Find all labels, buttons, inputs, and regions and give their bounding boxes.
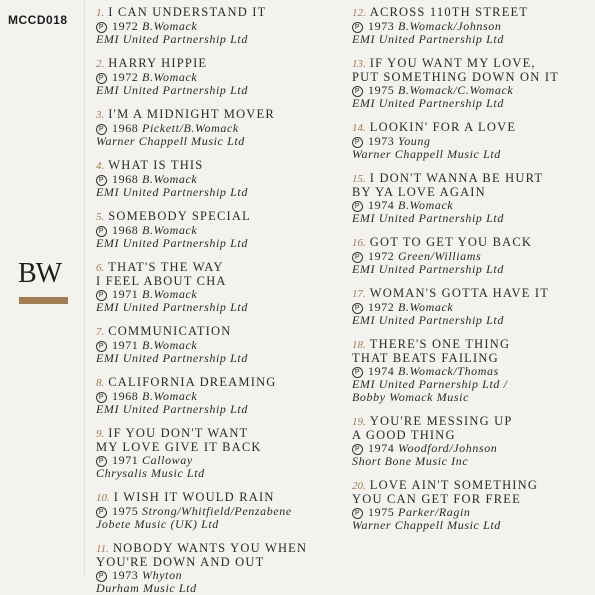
track-year: 1975 xyxy=(368,505,395,519)
track-number: 10. xyxy=(96,492,110,504)
track-entry xyxy=(96,491,307,531)
track-entry xyxy=(352,236,559,276)
track-number: 12. xyxy=(352,7,366,19)
track-entry xyxy=(96,376,307,416)
track-publisher: EMI United Partnership Ltd xyxy=(96,185,248,199)
track-title-text: ACROSS 110TH STREET xyxy=(369,5,529,19)
track-title xyxy=(352,338,559,352)
track-entry xyxy=(352,415,559,468)
phonogram-p-circle-icon: P xyxy=(352,22,363,33)
track-year: 1972 xyxy=(112,19,139,33)
track-number: 7. xyxy=(96,326,105,338)
track-title xyxy=(96,159,307,173)
track-publisher: EMI United Partnership Ltd xyxy=(96,300,248,314)
track-publisher: Short Bone Music Inc xyxy=(352,454,469,468)
track-title-text: THAT BEATS FAILING xyxy=(352,351,499,365)
track-title-text: I FEEL ABOUT CHA xyxy=(96,274,227,288)
track-publisher: EMI United Partnership Ltd xyxy=(96,83,248,97)
track-number: 11. xyxy=(96,543,109,555)
track-number: 5. xyxy=(96,211,105,223)
track-publisher: EMI United Partnership Ltd xyxy=(352,313,504,327)
catalog-number: MCCD018 xyxy=(8,13,68,27)
track-number: 14. xyxy=(352,122,366,134)
track-year: 1972 xyxy=(112,70,139,84)
track-entry xyxy=(96,108,307,148)
track-writers: B.Womack xyxy=(142,172,198,186)
track-title-text: YOU'RE MESSING UP xyxy=(369,414,513,428)
track-writers: B.Womack/C.Womack xyxy=(398,83,514,97)
track-title-text: I WISH IT WOULD RAIN xyxy=(113,490,275,504)
track-year: 1968 xyxy=(112,389,139,403)
track-number: 9. xyxy=(96,428,105,440)
track-title xyxy=(352,287,559,301)
track-title-text: NOBODY WANTS YOU WHEN xyxy=(112,541,308,555)
phonogram-p-circle-icon: P xyxy=(352,137,363,148)
track-entry xyxy=(352,172,559,225)
track-title-text: IF YOU WANT MY LOVE, xyxy=(369,56,536,70)
track-title xyxy=(352,479,559,493)
track-title-text: HARRY HIPPIE xyxy=(108,56,208,70)
track-title xyxy=(352,172,559,186)
track-title-text: MY LOVE GIVE IT BACK xyxy=(96,440,262,454)
track-publisher: Chrysalis Music Ltd xyxy=(96,466,205,480)
track-writers: B.Womack/Thomas xyxy=(398,364,499,378)
track-entry xyxy=(96,210,307,250)
track-title-text: I DON'T WANNA BE HURT xyxy=(369,171,544,185)
track-title-text: THAT'S THE WAY xyxy=(108,260,224,274)
track-writers: Parker/Ragin xyxy=(398,505,471,519)
track-title xyxy=(96,261,307,275)
track-publisher: EMI United Partnership Ltd xyxy=(96,32,248,46)
phonogram-p-circle-icon: P xyxy=(96,22,107,33)
track-writers: B.Womack xyxy=(142,389,198,403)
track-entry xyxy=(96,6,307,46)
track-title-text: THERE'S ONE THING xyxy=(369,337,511,351)
track-number: 17. xyxy=(352,288,366,300)
logo-accent-bar xyxy=(19,297,68,304)
track-credit xyxy=(96,569,307,582)
phonogram-p-circle-icon: P xyxy=(352,303,363,314)
track-year: 1971 xyxy=(112,453,139,467)
track-writers: B.Womack xyxy=(398,198,454,212)
track-title-text: YOU'RE DOWN AND OUT xyxy=(96,555,265,569)
phonogram-p-circle-icon: P xyxy=(96,290,107,301)
track-title-text: COMMUNICATION xyxy=(108,324,232,338)
track-title xyxy=(96,376,307,390)
track-writers: B.Womack xyxy=(142,70,198,84)
track-number: 16. xyxy=(352,237,366,249)
track-number: 3. xyxy=(96,109,105,121)
phonogram-p-circle-icon: P xyxy=(96,507,107,518)
track-year: 1972 xyxy=(368,249,395,263)
track-year: 1975 xyxy=(112,504,139,518)
track-entry xyxy=(96,427,307,480)
track-entry xyxy=(96,261,307,314)
track-writers: B.Womack xyxy=(142,19,198,33)
track-title-text: LOVE AIN'T SOMETHING xyxy=(369,478,539,492)
tracklist-left-column xyxy=(96,6,307,595)
track-year: 1971 xyxy=(112,338,139,352)
track-writers: B.Womack xyxy=(142,287,198,301)
track-writers: B.Womack xyxy=(142,338,198,352)
track-writers: B.Womack xyxy=(142,223,198,237)
phonogram-p-circle-icon: P xyxy=(352,86,363,97)
phonogram-p-circle-icon: P xyxy=(96,571,107,582)
track-title-text: PUT SOMETHING DOWN ON IT xyxy=(352,70,560,84)
phonogram-p-circle-icon: P xyxy=(96,124,107,135)
track-title xyxy=(96,108,307,122)
track-number: 4. xyxy=(96,160,105,172)
phonogram-p-circle-icon: P xyxy=(96,456,107,467)
track-title xyxy=(352,415,559,429)
track-title-text: A GOOD THING xyxy=(352,428,456,442)
phonogram-p-circle-icon: P xyxy=(96,73,107,84)
track-number: 1. xyxy=(96,7,105,19)
track-title-text: CALIFORNIA DREAMING xyxy=(108,375,277,389)
track-publisher: EMI United Parnership Ltd / xyxy=(352,377,508,391)
track-entry xyxy=(96,542,307,595)
track-title-text: YOU CAN GET FOR FREE xyxy=(352,492,521,506)
track-writers: Pickett/B.Womack xyxy=(142,121,239,135)
track-year: 1974 xyxy=(368,364,395,378)
track-publisher: Jobete Music (UK) Ltd xyxy=(96,517,219,531)
track-year: 1973 xyxy=(112,568,139,582)
track-number: 13. xyxy=(352,58,366,70)
track-title-text: LOOKIN' FOR A LOVE xyxy=(369,120,517,134)
track-year: 1968 xyxy=(112,121,139,135)
track-publisher: EMI United Partnership Ltd xyxy=(352,96,504,110)
track-writers: Young xyxy=(398,134,431,148)
phonogram-p-circle-icon: P xyxy=(352,252,363,263)
track-publisher: EMI United Partnership Ltd xyxy=(352,32,504,46)
track-entry xyxy=(96,57,307,97)
track-title xyxy=(96,57,307,71)
track-publisher: EMI United Partnership Ltd xyxy=(96,402,248,416)
track-year: 1973 xyxy=(368,134,395,148)
track-title xyxy=(352,236,559,250)
track-writers: Strong/Whitfield/Penzabene xyxy=(142,504,292,518)
track-title-text: WOMAN'S GOTTA HAVE IT xyxy=(369,286,550,300)
track-year: 1968 xyxy=(112,172,139,186)
track-title xyxy=(96,427,307,441)
track-number: 20. xyxy=(352,480,366,492)
track-entry xyxy=(352,121,559,161)
track-publisher: Bobby Womack Music xyxy=(352,390,469,404)
track-number: 18. xyxy=(352,339,366,351)
phonogram-p-circle-icon: P xyxy=(352,367,363,378)
track-title xyxy=(352,6,559,20)
phonogram-p-circle-icon: P xyxy=(352,201,363,212)
track-number: 15. xyxy=(352,173,366,185)
track-number: 6. xyxy=(96,262,105,274)
bw-logo: BW xyxy=(18,258,62,289)
track-title-text: GOT TO GET YOU BACK xyxy=(369,235,533,249)
track-publisher: Warner Chappell Music Ltd xyxy=(352,147,501,161)
track-writers: Whyton xyxy=(142,568,183,582)
track-publisher: Warner Chappell Music Ltd xyxy=(352,518,501,532)
phonogram-p-circle-icon: P xyxy=(96,341,107,352)
track-title-text: IF YOU DON'T WANT xyxy=(108,426,249,440)
track-entry xyxy=(352,479,559,532)
track-publisher: EMI United Partnership Ltd xyxy=(96,351,248,365)
track-year: 1972 xyxy=(368,300,395,314)
phonogram-p-circle-icon: P xyxy=(352,508,363,519)
track-writers: B.Womack/Johnson xyxy=(398,19,502,33)
track-entry xyxy=(352,287,559,327)
track-title-text: I CAN UNDERSTAND IT xyxy=(108,5,267,19)
track-year: 1971 xyxy=(112,287,139,301)
track-year: 1973 xyxy=(368,19,395,33)
track-entry xyxy=(96,325,307,365)
phonogram-p-circle-icon: P xyxy=(96,392,107,403)
track-entry xyxy=(352,57,559,110)
track-title-text: SOMEBODY SPECIAL xyxy=(108,209,251,223)
track-publisher: Durham Music Ltd xyxy=(96,581,197,595)
track-title xyxy=(96,6,307,20)
track-title xyxy=(96,542,307,556)
track-writers: B.Womack xyxy=(398,300,454,314)
track-title xyxy=(352,57,559,71)
track-writers: Green/Williams xyxy=(398,249,482,263)
track-publisher: EMI United Partnership Ltd xyxy=(352,262,504,276)
track-number: 19. xyxy=(352,416,366,428)
track-title xyxy=(96,325,307,339)
track-year: 1975 xyxy=(368,83,395,97)
track-writers: Woodford/Johnson xyxy=(398,441,498,455)
track-year: 1974 xyxy=(368,198,395,212)
track-year: 1968 xyxy=(112,223,139,237)
track-entry xyxy=(96,159,307,199)
phonogram-p-circle-icon: P xyxy=(352,444,363,455)
track-title xyxy=(96,210,307,224)
track-title-text: WHAT IS THIS xyxy=(108,158,204,172)
track-publisher: EMI United Partnership Ltd xyxy=(352,211,504,225)
column-divider xyxy=(84,0,85,575)
track-publisher: EMI United Partnership Ltd xyxy=(96,236,248,250)
track-entry xyxy=(352,6,559,46)
track-title-text: I'M A MIDNIGHT MOVER xyxy=(108,107,275,121)
phonogram-p-circle-icon: P xyxy=(96,226,107,237)
track-title xyxy=(352,121,559,135)
track-number: 8. xyxy=(96,377,105,389)
track-entry xyxy=(352,338,559,404)
track-publisher: Warner Chappell Music Ltd xyxy=(96,134,245,148)
track-year: 1974 xyxy=(368,441,395,455)
track-writers: Calloway xyxy=(142,453,193,467)
track-title-text: BY YA LOVE AGAIN xyxy=(352,185,486,199)
tracklist-right-column xyxy=(352,6,559,532)
track-title xyxy=(96,491,307,505)
phonogram-p-circle-icon: P xyxy=(96,175,107,186)
track-number: 2. xyxy=(96,58,105,70)
